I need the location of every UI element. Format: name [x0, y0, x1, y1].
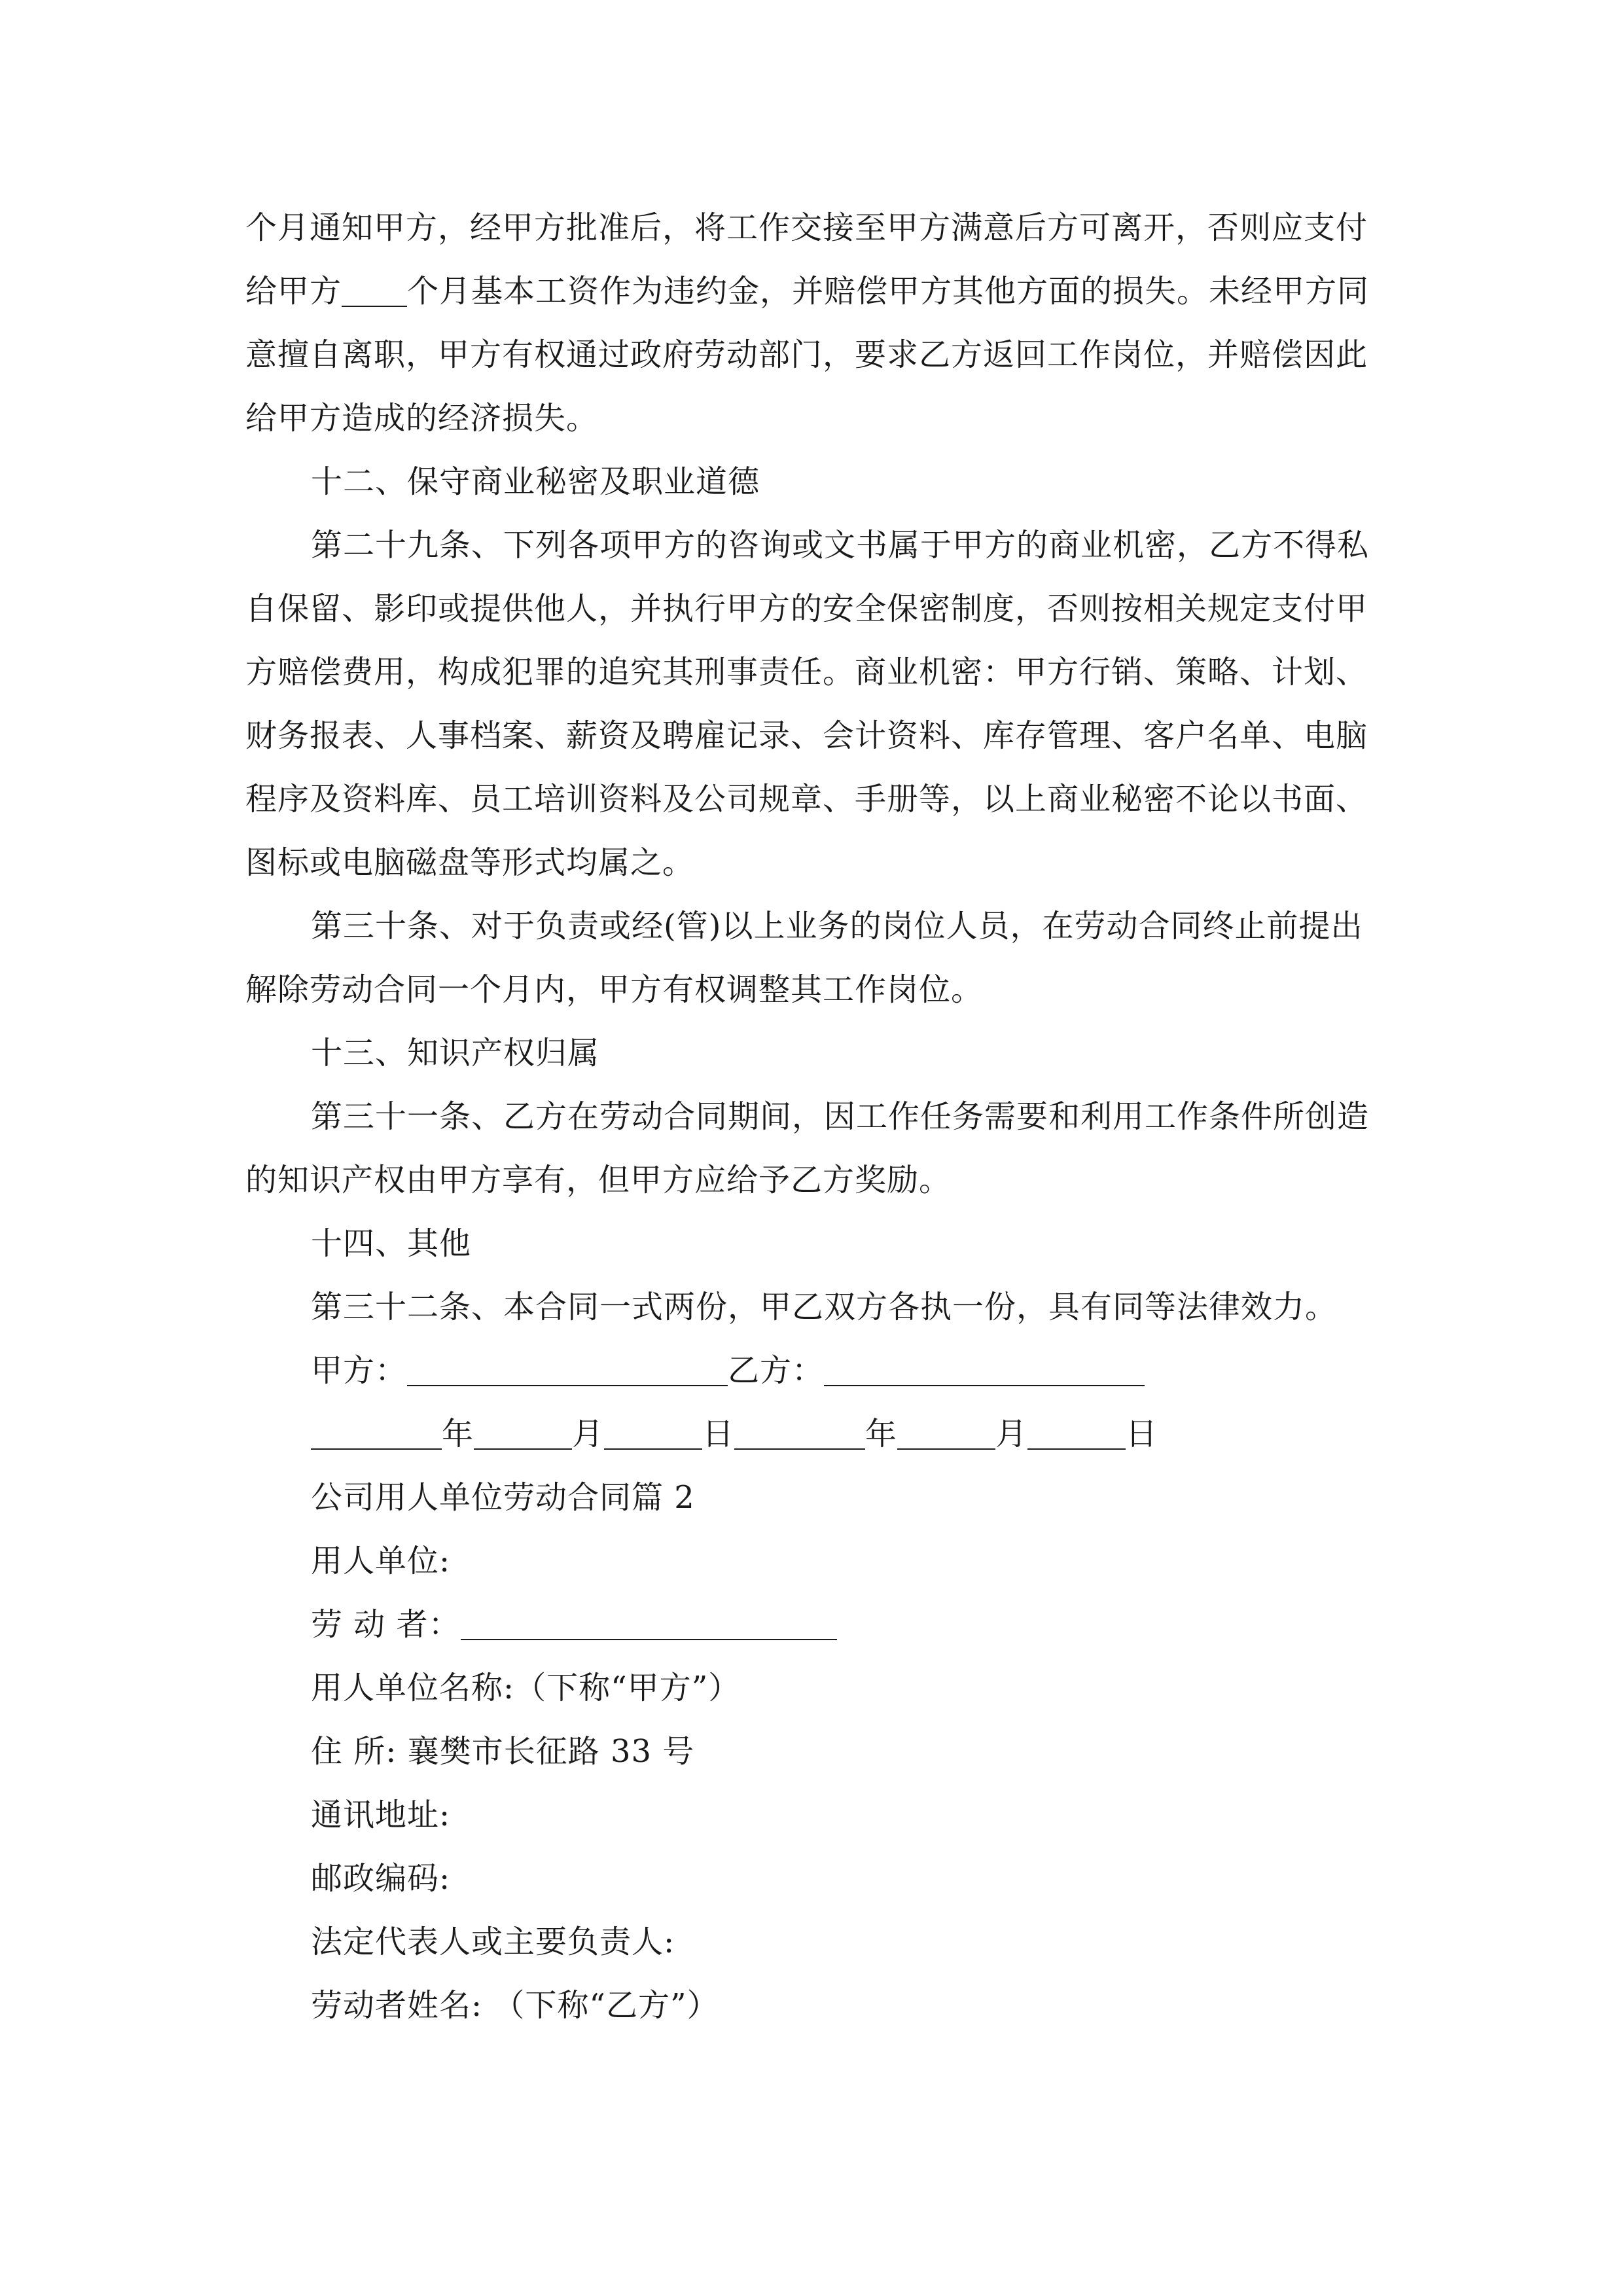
worker-blank	[461, 1607, 837, 1640]
month-blank	[474, 1417, 572, 1450]
address-field: 住 所: 襄樊市长征路 33 号	[311, 1733, 695, 1770]
legal-representative-field: 法定代表人或主要负责人:	[311, 1924, 675, 1960]
year-label: 年	[442, 1416, 474, 1452]
article-29-line: 方赔偿费用，构成犯罪的追究其刑事责任。商业机密：甲方行销、策略、计划、	[245, 654, 1368, 691]
day-blank	[1027, 1417, 1126, 1450]
employer-name-field: 用人单位名称:（下称“甲方”）	[311, 1670, 741, 1706]
text-fragment: 给甲方	[245, 273, 342, 310]
text-fragment: 个月基本工资作为违约金，并赔偿甲方其他方面的损失。未经甲方同	[407, 273, 1370, 310]
article-29-line: 财务报表、人事档案、薪资及聘雇记录、会计资料、库存管理、客户名单、电脑	[245, 717, 1368, 754]
month-label: 月	[572, 1416, 605, 1452]
article-29-line: 图标或电脑磁盘等形式均属之。	[245, 844, 695, 881]
month-blank	[897, 1417, 995, 1450]
signature-line	[245, 1339, 1391, 1403]
employer-field: 用人单位:	[311, 1543, 451, 1579]
worker-field	[245, 1593, 1391, 1657]
date-line	[245, 1403, 1391, 1466]
month-label: 月	[995, 1416, 1028, 1452]
article-31-line: 的知识产权由甲方享有，但甲方应给予乙方奖励。	[245, 1162, 952, 1198]
postal-code-field: 邮政编码:	[311, 1860, 451, 1897]
contract-title: 公司用人单位劳动合同篇 2	[311, 1479, 695, 1516]
paragraph-line: 给甲方造成的经济损失。	[245, 400, 599, 437]
day-label: 日	[702, 1416, 735, 1452]
worker-label: 劳 动 者：	[311, 1606, 461, 1643]
article-29-line: 自保留、影印或提供他人，并执行甲方的安全保密制度，否则按相关规定支付甲	[245, 590, 1368, 627]
day-label: 日	[1126, 1416, 1158, 1452]
year-blank	[311, 1417, 442, 1450]
party-a-signature-blank	[407, 1354, 728, 1386]
worker-name-field: 劳动者姓名: （下称“乙方”）	[311, 1987, 719, 2024]
party-b-label: 乙方：	[728, 1352, 825, 1389]
article-30-line: 第三十条、对于负责或经(管)以上业务的岗位人员，在劳动合同终止前提出	[311, 908, 1363, 944]
article-30-line: 解除劳动合同一个月内，甲方有权调整其工作岗位。	[245, 971, 984, 1008]
document-body	[245, 196, 1391, 2037]
party-b-signature-blank	[824, 1354, 1145, 1386]
article-32-line: 第三十二条、本合同一式两份，甲乙双方各执一份，具有同等法律效力。	[311, 1289, 1338, 1325]
section-heading: 十四、其他	[311, 1225, 472, 1262]
article-29-line: 第二十九条、下列各项甲方的咨询或文书属于甲方的商业机密，乙方不得私	[311, 527, 1370, 564]
article-29-line: 程序及资料库、员工培训资料及公司规章、手册等，以上商业秘密不论以书面、	[245, 781, 1368, 817]
blank-line	[342, 274, 407, 307]
year-label: 年	[865, 1416, 898, 1452]
paragraph-line: 个月通知甲方，经甲方批准后，将工作交接至甲方满意后方可离开，否则应支付	[245, 209, 1368, 246]
paragraph-line	[245, 260, 1391, 323]
article-31-line: 第三十一条、乙方在劳动合同期间，因工作任务需要和利用工作条件所创造	[311, 1098, 1370, 1135]
day-blank	[604, 1417, 702, 1450]
paragraph-line: 意擅自离职，甲方有权通过政府劳动部门，要求乙方返回工作岗位，并赔偿因此	[245, 336, 1368, 373]
section-heading: 十二、保守商业秘密及职业道德	[311, 463, 760, 500]
year-blank	[734, 1417, 865, 1450]
party-a-label: 甲方：	[311, 1352, 408, 1389]
mailing-address-field: 通讯地址:	[311, 1797, 451, 1833]
section-heading: 十三、知识产权归属	[311, 1035, 600, 1071]
